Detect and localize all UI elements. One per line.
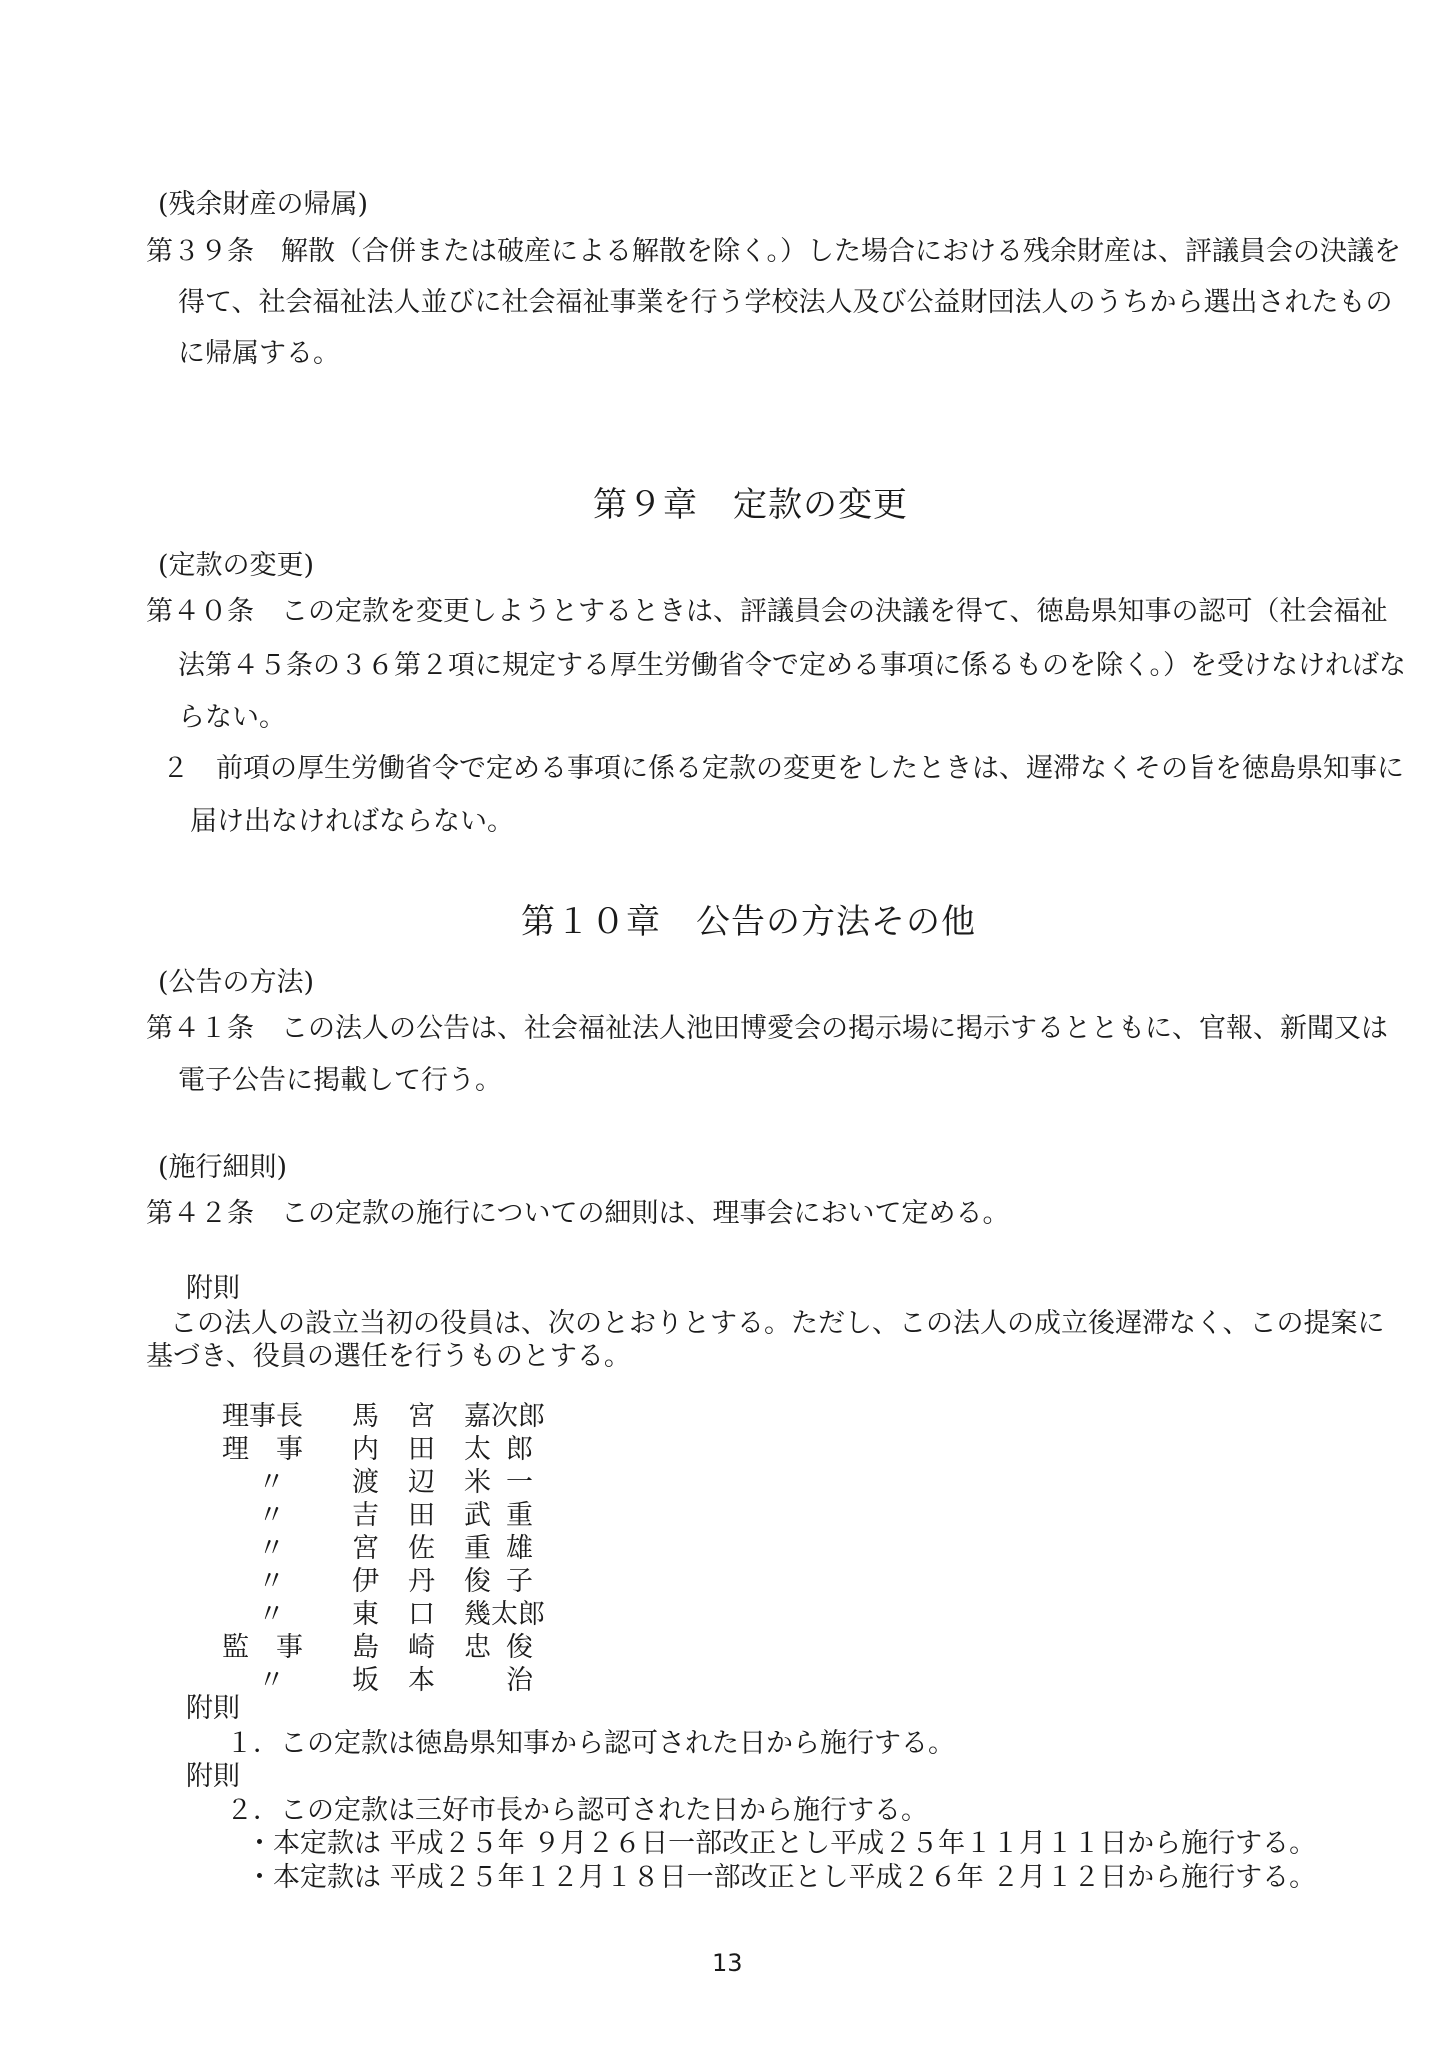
article-41-line-2: 電子公告に掲載して行う。 [178, 1065, 502, 1096]
officer-name-char: 佐 [408, 1533, 435, 1564]
article-40-para-2-line-1: ２ 前項の厚生労働省令で定める事項に係る定款の変更をしたときは、遅滞なくその旨を徳島県知事に [162, 753, 1404, 784]
officer-name-char: 伊 [352, 1566, 379, 1597]
supplementary-item-1: １．この定款は徳島県知事から認可された日から施行する。 [226, 1728, 955, 1759]
supplementary-label-1: 附則 [186, 1273, 240, 1304]
article-39-caption: (残余財産の帰属) [158, 189, 369, 220]
officer-name-char: 重 [506, 1500, 533, 1531]
officer-name-char: 嘉次郎 [464, 1401, 545, 1432]
officer-role: 〃 [258, 1566, 285, 1597]
article-41-caption: (公告の方法) [158, 967, 315, 998]
officer-name-char: 宮 [352, 1533, 379, 1564]
officer-name-char: 重 [464, 1533, 491, 1564]
article-40-caption: (定款の変更) [158, 550, 315, 581]
officer-name-char: 田 [408, 1500, 435, 1531]
supplementary-intro-line-2: 基づき、役員の選任を行うものとする。 [146, 1341, 631, 1372]
article-42-caption: (施行細則) [158, 1152, 288, 1183]
chapter-9-heading: 第９章 定款の変更 [593, 485, 908, 525]
article-39-line-3: に帰属する。 [178, 338, 340, 369]
officer-role: 〃 [258, 1599, 285, 1630]
amendment-note-2: ・本定款は 平成２５年１２月１８日一部改正とし平成２６年 ２月１２日から施行する。 [246, 1862, 1317, 1893]
supplementary-label-3: 附則 [186, 1761, 240, 1792]
officer-name-char: 東 [352, 1599, 379, 1630]
officer-role: 理 事 [222, 1434, 303, 1465]
officer-name-char: 郎 [506, 1434, 533, 1465]
officer-name-char: 治 [506, 1665, 533, 1696]
officer-name-char: 一 [506, 1467, 533, 1498]
officer-name-char: 雄 [506, 1533, 533, 1564]
supplementary-intro-line-1: この法人の設立当初の役員は、次のとおりとする。ただし、この法人の成立後遅滞なく、この提案に [170, 1308, 1385, 1339]
officer-role: 〃 [258, 1533, 285, 1564]
article-40-line-1: 第４０条 この定款を変更しようとするときは、評議員会の決議を得て、徳島県知事の認可（社会福祉 [146, 596, 1388, 627]
officer-name-char: 宮 [408, 1401, 435, 1432]
officer-name-char: 吉 [352, 1500, 379, 1531]
officer-role: 監 事 [222, 1632, 303, 1663]
officer-name-char: 内 [352, 1434, 379, 1465]
officer-role: 理事長 [222, 1401, 303, 1432]
officer-name-char: 馬 [352, 1401, 379, 1432]
officer-name-char: 田 [408, 1434, 435, 1465]
officer-name-char: 俊 [464, 1566, 491, 1597]
officer-name-char: 米 [464, 1467, 491, 1498]
officer-name-char: 幾太郎 [464, 1599, 545, 1630]
officer-role: 〃 [258, 1467, 285, 1498]
article-40-line-2: 法第４５条の３６第２項に規定する厚生労働省令で定める事項に係るものを除く。）を受けなければな [178, 650, 1406, 681]
officer-name-char: 丹 [408, 1566, 435, 1597]
officer-name-char: 坂 [352, 1665, 379, 1696]
officer-role: 〃 [258, 1665, 285, 1696]
officer-name-char: 島 [352, 1632, 379, 1663]
article-39-line-2: 得て、社会福祉法人並びに社会福祉事業を行う学校法人及び公益財団法人のうちから選出されたもの [178, 287, 1393, 318]
officer-name-char: 本 [408, 1665, 435, 1696]
chapter-10-heading: 第１０章 公告の方法その他 [521, 902, 976, 942]
article-39-line-1: 第３９条 解散（合併または破産による解散を除く。）した場合における残余財産は、評議員会の決議を [146, 236, 1401, 267]
amendment-note-1: ・本定款は 平成２５年 ９月２６日一部改正とし平成２５年１１月１１日から施行する。 [246, 1828, 1317, 1859]
article-42-text: 第４２条 この定款の施行についての細則は、理事会において定める。 [146, 1198, 1010, 1229]
article-41-line-1: 第４１条 この法人の公告は、社会福祉法人池田博愛会の掲示場に掲示するとともに、官報、新聞又は [146, 1013, 1388, 1044]
officer-name-char: 忠 [464, 1632, 491, 1663]
officer-role: 〃 [258, 1500, 285, 1531]
officer-name-char: 太 [464, 1434, 491, 1465]
page-number: 13 [712, 1949, 743, 1977]
supplementary-item-2: ２．この定款は三好市長から認可された日から施行する。 [226, 1795, 928, 1826]
officer-name-char: 渡 [352, 1467, 379, 1498]
officer-name-char: 口 [408, 1599, 435, 1630]
officer-name-char: 俊 [506, 1632, 533, 1663]
officer-name-char: 崎 [408, 1632, 435, 1663]
officer-name-char: 武 [464, 1500, 491, 1531]
officer-name-char: 子 [506, 1566, 533, 1597]
article-40-para-2-line-2: 届け出なければならない。 [190, 806, 514, 837]
article-40-line-3: らない。 [178, 702, 286, 733]
supplementary-label-2: 附則 [186, 1693, 240, 1724]
officer-name-char: 辺 [408, 1467, 435, 1498]
